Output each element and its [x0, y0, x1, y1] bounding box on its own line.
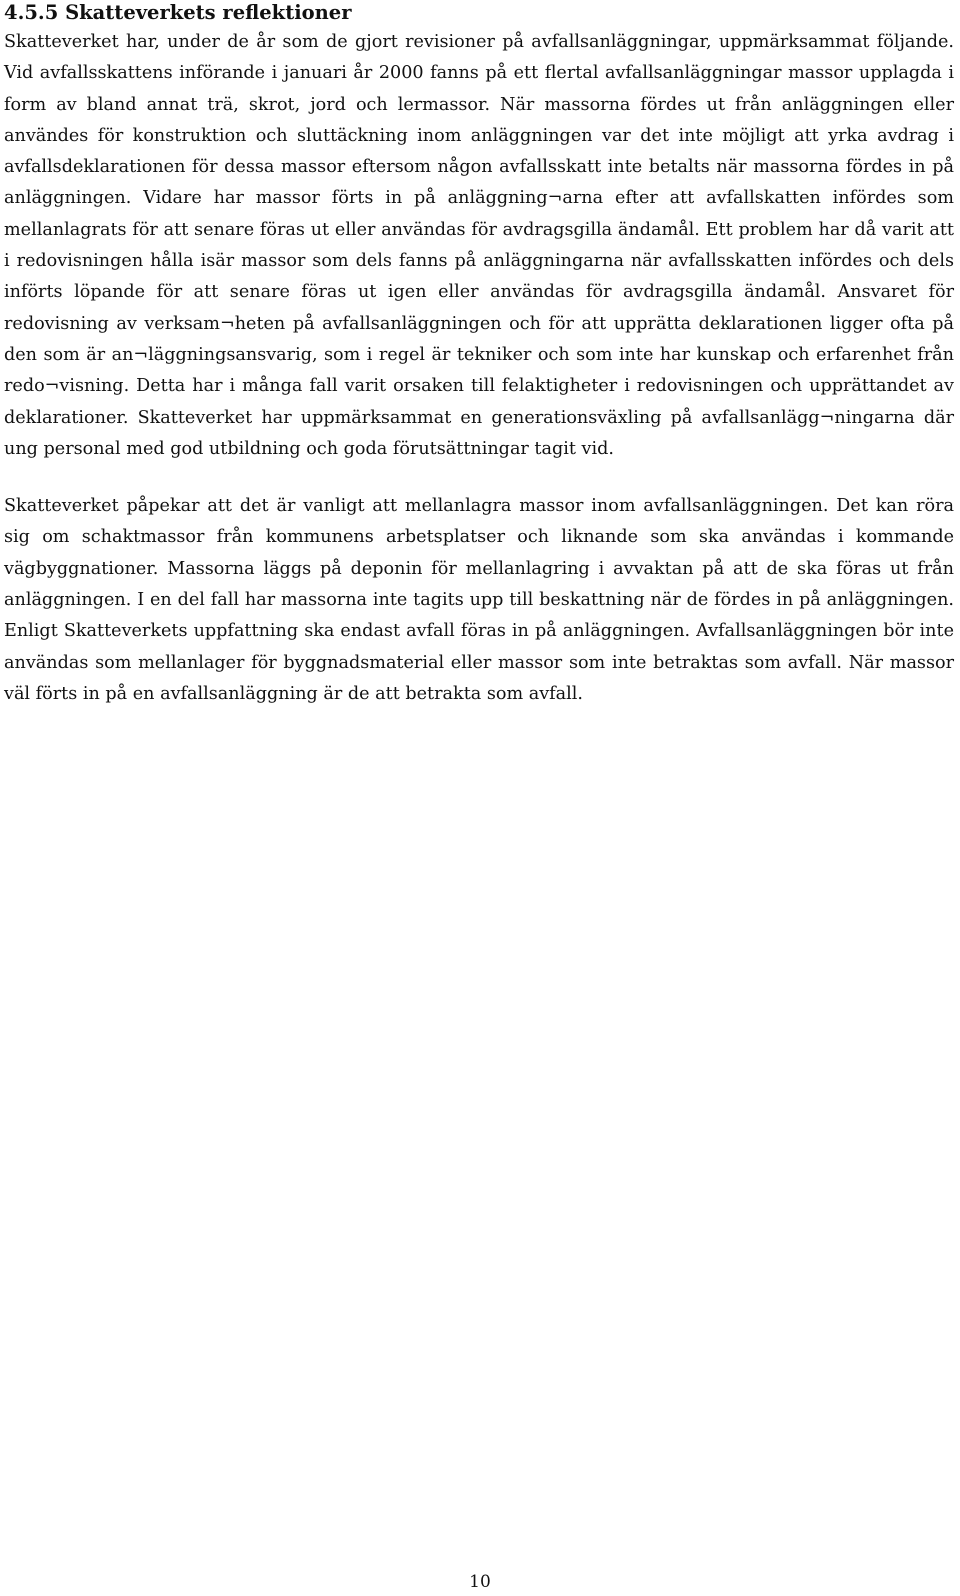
page-number: 10: [469, 1572, 491, 1592]
body-paragraph: Skatteverket har, under de år som de gjort revisioner på avfallsanläggningar, uppmärksammat följande. Vid avfallsskattens införande i januari år 2000 fanns på ett flertal avfallsanläggningar massor upplagda i form av bland annat trä, skrot, jord och lermassor. När massorna fördes ut från anläggningen eller användes för konstruktion och sluttäckning inom anläggningen var det inte möjligt att yrka avdrag i avfallsdeklarationen för dessa massor eftersom någon avfallsskatt inte betalts när massorna fördes in på anläggningen. Vidare har massor förts in på anläggning¬arna efter att avfallskatten infördes som mellanlagrats för att senare föras ut eller användas för avdragsgilla ändamål. Ett problem har då varit att i redovisningen hålla isär massor som dels fanns på anläggningarna när avfallsskatten infördes och dels införts löpande för att senare föras ut igen eller användas för avdragsgilla ändamål. Ansvaret för redovisning av verksam¬heten på avfallsanläggningen och för att upprätta deklarationen ligger ofta på den som är an¬läggningsansvarig, som i regel är tekniker och som inte har kunskap och erfarenhet från redo¬visning. Detta har i många fall varit orsaken till felaktigheter i redovisningen och upprättandet av deklarationer. Skatteverket har uppmärksammat en generationsväxling på avfallsanlägg¬ningarna där ung personal med god utbildning och goda förutsättningar tagit vid.: [4, 32, 954, 459]
body-paragraph: Skatteverket påpekar att det är vanligt att mellanlagra massor inom avfallsanläggningen. Det kan röra sig om schaktmassor från kommunens arbetsplatser och liknande som ska användas i kommande vägbyggnationer. Massorna läggs på deponin för mellanlagring i avvaktan på att de ska föras ut från anläggningen. I en del fall har massorna inte tagits upp till beskattning när de fördes in på anläggningen. Enligt Skatteverkets uppfattning ska endast avfall föras in på anläggningen. Avfallsanläggningen bör inte användas som mellanlager för byggnadsmaterial eller massor som inte betraktas som avfall. När massor väl förts in på en avfallsanläggning är de att betrakta som avfall.: [4, 496, 954, 704]
document-page: [4, 0, 954, 710]
section-heading: 4.5.5 Skatteverkets reflektioner: [4, 1, 352, 24]
